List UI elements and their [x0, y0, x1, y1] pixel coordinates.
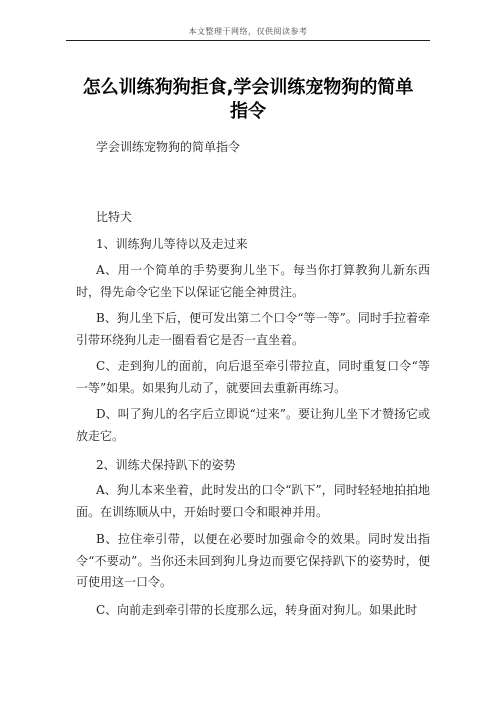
title-line-1: 怎么训练狗狗拒食,学会训练宠物狗的简单 — [82, 77, 414, 98]
paragraph-1a: A、用一个简单的手势要狗儿坐下。每当你打算教狗儿新东西时，得先命令它坐下以保证它能全神贯注。 — [76, 263, 430, 299]
document-title — [68, 76, 428, 124]
paragraph-2a: A、狗儿本来坐着，此时发出的口令“趴下”，同时轻轻地拍拍地面。在训练顺从中，开始时要口令和眼神并用。 — [76, 483, 430, 519]
section-heading-2: 2、训练犬保持趴下的姿势 — [96, 458, 236, 472]
paragraph-2c: C、向前走到牵引带的长度那么远，转身面对狗儿。如果此时 — [96, 603, 418, 617]
subtitle: 学会训练宠物狗的简单指令 — [96, 140, 241, 154]
title-line-2: 指令 — [230, 101, 266, 122]
section-heading-1: 1、训练狗儿等待以及走过来 — [96, 237, 248, 251]
header-divider — [66, 40, 430, 41]
header-note: 本文整理于网络，仅供阅读参考 — [188, 27, 308, 36]
paragraph-2b: B、拉住牵引带，以便在必要时加强命令的效果。同时发出指令“不要动”。当你还未回到狗儿身边而要它保持趴下的姿势时，便可使用这一口令。 — [76, 532, 430, 589]
paragraph-1d: D、叫了狗儿的名字后立即说“过来”。要让狗儿坐下才赞扬它或放走它。 — [76, 407, 430, 443]
paragraph-1c: C、走到狗儿的面前，向后退至牵引带拉直，同时重复口令“等一等”如果。如果狗儿动了，就要回去重新再练习。 — [76, 359, 430, 395]
paragraph-1b: B、狗儿坐下后，便可发出第二个口令“等一等”。同时手拉着牵引带环绕狗儿走一圈看看它是否一直坐着。 — [76, 311, 430, 347]
breed-heading: 比特犬 — [96, 210, 133, 224]
